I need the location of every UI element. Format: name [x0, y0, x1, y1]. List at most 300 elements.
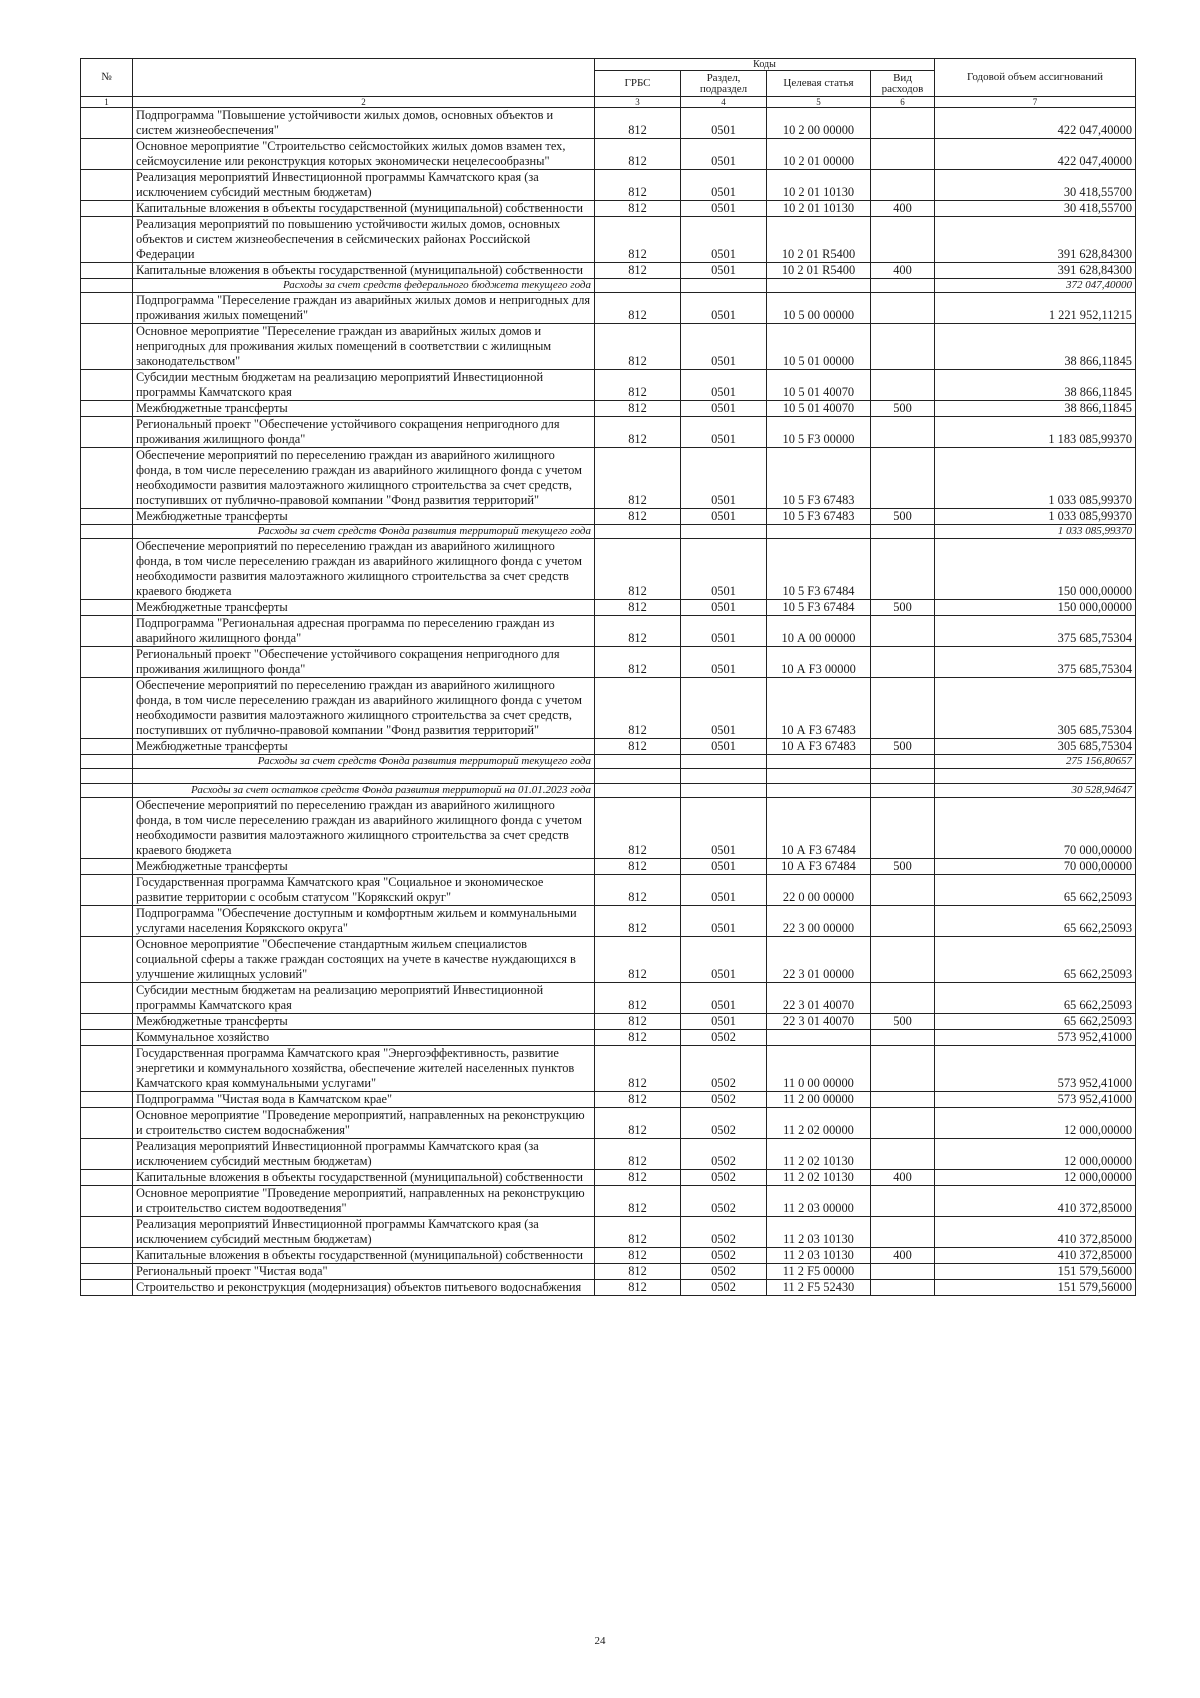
- cell-target: [767, 755, 871, 769]
- cell-section: 0501: [681, 739, 767, 755]
- row-number-cell: [81, 1186, 133, 1217]
- spacer-row: [81, 769, 1136, 784]
- cell-vr: [871, 539, 935, 600]
- cell-grbs: [595, 525, 681, 539]
- cell-vr: [871, 1108, 935, 1139]
- header-row-1: [81, 59, 1136, 71]
- cell-name: Обеспечение мероприятий по переселению граждан из аварийного жилищного фонда, в том числе переселению граждан из аварийного жилищного фонда с учетом необходимости развития малоэтажного жилищного строительства за счет средств краевого бюджета: [133, 798, 595, 859]
- cell-target: 11 2 F5 52430: [767, 1280, 871, 1296]
- cell-grbs: 812: [595, 417, 681, 448]
- cell-name: Региональный проект "Обеспечение устойчивого сокращения непригодного для проживания жилищного фонда": [133, 417, 595, 448]
- cell-target: 11 2 02 10130: [767, 1139, 871, 1170]
- cell-grbs: 812: [595, 937, 681, 983]
- cell-section: 0502: [681, 1030, 767, 1046]
- cell-amount: 305 685,75304: [935, 678, 1136, 739]
- cell-section: 0502: [681, 1139, 767, 1170]
- cell-vr: [871, 784, 935, 798]
- cell-amount: 30 418,55700: [935, 170, 1136, 201]
- cell-target: 10 5 00 00000: [767, 293, 871, 324]
- cell-name: Подпрограмма "Повышение устойчивости жилых домов, основных объектов и систем жизнеобеспечения": [133, 108, 595, 139]
- table-row: [81, 324, 1136, 370]
- row-number-cell: [81, 600, 133, 616]
- cell-name: Подпрограмма "Региональная адресная программа по переселению граждан из аварийного жилищного фонда": [133, 616, 595, 647]
- cell-amount: 573 952,41000: [935, 1030, 1136, 1046]
- row-number-cell: [81, 217, 133, 263]
- row-number-cell: [81, 616, 133, 647]
- cell-target: 11 2 03 10130: [767, 1248, 871, 1264]
- cell-target: 10 А F3 00000: [767, 647, 871, 678]
- budget-table: [80, 58, 1136, 1296]
- spacer-cell: [871, 769, 935, 784]
- cell-amount: 65 662,25093: [935, 906, 1136, 937]
- cell-name: Межбюджетные трансферты: [133, 401, 595, 417]
- cell-amount: 12 000,00000: [935, 1139, 1136, 1170]
- cell-grbs: 812: [595, 108, 681, 139]
- header-name: [133, 59, 595, 97]
- cell-section: 0501: [681, 906, 767, 937]
- table-row: [81, 1030, 1136, 1046]
- row-number-cell: [81, 1139, 133, 1170]
- cell-grbs: 812: [595, 983, 681, 1014]
- row-number-cell: [81, 875, 133, 906]
- cell-target: 11 2 03 10130: [767, 1217, 871, 1248]
- row-number-cell: [81, 798, 133, 859]
- cell-section: 0501: [681, 1014, 767, 1030]
- spacer-cell: [81, 769, 133, 784]
- cell-name: Основное мероприятие "Обеспечение стандартным жильем специалистов социальной сферы а также граждан состоящих на учете в качестве нуждающихся в улучшение жилищных условий": [133, 937, 595, 983]
- cell-grbs: 812: [595, 739, 681, 755]
- cell-vr: [871, 1264, 935, 1280]
- cell-target: 11 2 F5 00000: [767, 1264, 871, 1280]
- cell-target: 22 3 01 40070: [767, 1014, 871, 1030]
- cell-grbs: 812: [595, 616, 681, 647]
- cell-name: Реализация мероприятий Инвестиционной программы Камчатского края (за исключением субсидий местным бюджетам): [133, 1217, 595, 1248]
- cell-amount: 1 033 085,99370: [935, 525, 1136, 539]
- cell-name: Основное мероприятие "Проведение мероприятий, направленных на реконструкцию и строительство систем водоснабжения": [133, 1108, 595, 1139]
- cell-target: 10 5 F3 67483: [767, 448, 871, 509]
- cell-name: Реализация мероприятий Инвестиционной программы Камчатского края (за исключением субсидий местным бюджетам): [133, 1139, 595, 1170]
- cell-amount: 422 047,40000: [935, 139, 1136, 170]
- cell-amount: 151 579,56000: [935, 1264, 1136, 1280]
- cell-amount: 70 000,00000: [935, 798, 1136, 859]
- table-row: [81, 678, 1136, 739]
- cell-section: 0501: [681, 600, 767, 616]
- cell-amount: 70 000,00000: [935, 859, 1136, 875]
- table-row: [81, 539, 1136, 600]
- cell-target: 10 5 F3 67483: [767, 509, 871, 525]
- table-row: [81, 370, 1136, 401]
- spacer-cell: [595, 769, 681, 784]
- cell-target: 11 0 00 00000: [767, 1046, 871, 1092]
- cell-grbs: 812: [595, 539, 681, 600]
- cell-vr: [871, 1030, 935, 1046]
- cell-name: Субсидии местным бюджетам на реализацию мероприятий Инвестиционной программы Камчатского края: [133, 370, 595, 401]
- cell-name: Основное мероприятие "Строительство сейсмостойких жилых домов взамен тех, сейсмоусиление или реконструкция которых экономически нецелесообразны": [133, 139, 595, 170]
- cell-vr: 400: [871, 263, 935, 279]
- cell-vr: 500: [871, 401, 935, 417]
- cell-amount: 12 000,00000: [935, 1170, 1136, 1186]
- header-grbs: ГРБС: [595, 71, 681, 97]
- table-row: [81, 983, 1136, 1014]
- cell-vr: 500: [871, 509, 935, 525]
- col-num: 5: [767, 97, 871, 108]
- cell-target: 10 2 01 R5400: [767, 217, 871, 263]
- table-row: [81, 170, 1136, 201]
- cell-grbs: 812: [595, 293, 681, 324]
- cell-grbs: 812: [595, 201, 681, 217]
- cell-section: 0502: [681, 1108, 767, 1139]
- cell-amount: 38 866,11845: [935, 370, 1136, 401]
- table-row: [81, 1248, 1136, 1264]
- cell-amount: 30 528,94647: [935, 784, 1136, 798]
- cell-section: 0502: [681, 1046, 767, 1092]
- row-number-cell: [81, 755, 133, 769]
- col-num: 4: [681, 97, 767, 108]
- cell-section: 0502: [681, 1248, 767, 1264]
- cell-vr: [871, 983, 935, 1014]
- cell-target: 11 2 00 00000: [767, 1092, 871, 1108]
- cell-vr: [871, 1280, 935, 1296]
- table-row: [81, 139, 1136, 170]
- cell-section: 0501: [681, 937, 767, 983]
- cell-name: Подпрограмма "Переселение граждан из аварийных жилых домов и непригодных для проживания жилых помещений": [133, 293, 595, 324]
- cell-section: 0501: [681, 201, 767, 217]
- row-number-cell: [81, 324, 133, 370]
- cell-name: Основное мероприятие "Переселение граждан из аварийных жилых домов и непригодных для проживания жилых помещений в соответствии с жилищным законодательством": [133, 324, 595, 370]
- note-row: [81, 279, 1136, 293]
- cell-target: 11 2 02 00000: [767, 1108, 871, 1139]
- cell-section: 0501: [681, 798, 767, 859]
- cell-section: 0502: [681, 1217, 767, 1248]
- row-number-cell: [81, 108, 133, 139]
- table-row: [81, 263, 1136, 279]
- table-row: [81, 201, 1136, 217]
- cell-amount: 38 866,11845: [935, 324, 1136, 370]
- cell-name: Капитальные вложения в объекты государственной (муниципальной) собственности: [133, 1170, 595, 1186]
- cell-grbs: 812: [595, 139, 681, 170]
- spacer-cell: [767, 769, 871, 784]
- cell-section: 0501: [681, 108, 767, 139]
- cell-name: Межбюджетные трансферты: [133, 739, 595, 755]
- col-num: 6: [871, 97, 935, 108]
- cell-name: Межбюджетные трансферты: [133, 859, 595, 875]
- table-row: [81, 108, 1136, 139]
- cell-section: 0501: [681, 983, 767, 1014]
- row-number-cell: [81, 1217, 133, 1248]
- table-row: [81, 1186, 1136, 1217]
- cell-vr: [871, 293, 935, 324]
- cell-grbs: 812: [595, 1264, 681, 1280]
- cell-target: 10 5 F3 00000: [767, 417, 871, 448]
- cell-name: Подпрограмма "Обеспечение доступным и комфортным жильем и коммунальными услугами населения Корякского округа": [133, 906, 595, 937]
- cell-grbs: 812: [595, 1014, 681, 1030]
- cell-section: 0501: [681, 616, 767, 647]
- cell-vr: [871, 616, 935, 647]
- row-number-cell: [81, 647, 133, 678]
- cell-grbs: 812: [595, 647, 681, 678]
- row-number-cell: [81, 983, 133, 1014]
- cell-amount: 573 952,41000: [935, 1092, 1136, 1108]
- row-number-cell: [81, 170, 133, 201]
- cell-target: [767, 784, 871, 798]
- cell-name: Межбюджетные трансферты: [133, 600, 595, 616]
- cell-amount: 410 372,85000: [935, 1186, 1136, 1217]
- cell-grbs: 812: [595, 875, 681, 906]
- cell-section: [681, 784, 767, 798]
- cell-grbs: [595, 279, 681, 293]
- cell-amount: 151 579,56000: [935, 1280, 1136, 1296]
- cell-grbs: 812: [595, 1248, 681, 1264]
- cell-section: 0501: [681, 678, 767, 739]
- cell-grbs: 812: [595, 448, 681, 509]
- cell-vr: [871, 1092, 935, 1108]
- cell-target: 10 5 F3 67484: [767, 539, 871, 600]
- cell-name: Государственная программа Камчатского края "Социальное и экономическое развитие территории с особым статусом "Корякский округ": [133, 875, 595, 906]
- table-row: [81, 417, 1136, 448]
- cell-amount: 410 372,85000: [935, 1248, 1136, 1264]
- cell-vr: [871, 448, 935, 509]
- cell-amount: 12 000,00000: [935, 1108, 1136, 1139]
- cell-amount: 275 156,80657: [935, 755, 1136, 769]
- cell-target: 10 5 01 00000: [767, 324, 871, 370]
- cell-grbs: 812: [595, 1217, 681, 1248]
- cell-vr: [871, 937, 935, 983]
- cell-target: 10 2 01 10130: [767, 170, 871, 201]
- table-row: [81, 1264, 1136, 1280]
- cell-amount: 305 685,75304: [935, 739, 1136, 755]
- cell-name: Расходы за счет средств Фонда развития территорий текущего года: [133, 525, 595, 539]
- cell-name: Строительство и реконструкция (модернизация) объектов питьевого водоснабжения: [133, 1280, 595, 1296]
- cell-name: Расходы за счет средств Фонда развития территорий текущего года: [133, 755, 595, 769]
- cell-section: 0502: [681, 1280, 767, 1296]
- cell-target: 10 А F3 67484: [767, 859, 871, 875]
- table-row: [81, 401, 1136, 417]
- cell-grbs: 812: [595, 263, 681, 279]
- cell-grbs: 812: [595, 401, 681, 417]
- cell-target: 22 3 00 00000: [767, 906, 871, 937]
- table-row: [81, 293, 1136, 324]
- cell-name: Расходы за счет средств федерального бюджета текущего года: [133, 279, 595, 293]
- cell-grbs: 812: [595, 1030, 681, 1046]
- cell-vr: 500: [871, 859, 935, 875]
- cell-vr: [871, 647, 935, 678]
- cell-grbs: 812: [595, 859, 681, 875]
- cell-amount: 1 033 085,99370: [935, 448, 1136, 509]
- cell-amount: 150 000,00000: [935, 600, 1136, 616]
- table-row: [81, 1280, 1136, 1296]
- row-number-cell: [81, 139, 133, 170]
- cell-section: 0501: [681, 875, 767, 906]
- cell-name: Подпрограмма "Чистая вода в Камчатском крае": [133, 1092, 595, 1108]
- cell-grbs: 812: [595, 1092, 681, 1108]
- table-row: [81, 616, 1136, 647]
- cell-name: Капитальные вложения в объекты государственной (муниципальной) собственности: [133, 201, 595, 217]
- table-row: [81, 509, 1136, 525]
- cell-name: Реализация мероприятий по повышению устойчивости жилых домов, основных объектов и систем жизнеобеспечения в сейсмических районах Российской Федерации: [133, 217, 595, 263]
- col-num: 1: [81, 97, 133, 108]
- row-number-cell: [81, 293, 133, 324]
- row-number-cell: [81, 1170, 133, 1186]
- row-number-cell: [81, 1264, 133, 1280]
- row-number-cell: [81, 937, 133, 983]
- header-expense-type: Вид расходов: [871, 71, 935, 97]
- cell-section: 0502: [681, 1264, 767, 1280]
- cell-amount: 65 662,25093: [935, 875, 1136, 906]
- table-row: [81, 1139, 1136, 1170]
- cell-name: Региональный проект "Чистая вода": [133, 1264, 595, 1280]
- cell-vr: [871, 678, 935, 739]
- cell-vr: 400: [871, 201, 935, 217]
- cell-section: 0502: [681, 1092, 767, 1108]
- cell-target: 22 3 01 40070: [767, 983, 871, 1014]
- cell-section: 0501: [681, 293, 767, 324]
- spacer-cell: [681, 769, 767, 784]
- cell-name: Расходы за счет остатков средств Фонда развития территорий на 01.01.2023 года: [133, 784, 595, 798]
- cell-amount: 372 047,40000: [935, 279, 1136, 293]
- page-number: 24: [594, 1635, 606, 1647]
- cell-grbs: 812: [595, 370, 681, 401]
- cell-grbs: 812: [595, 798, 681, 859]
- table-body: [81, 108, 1136, 1296]
- cell-vr: [871, 370, 935, 401]
- cell-amount: 38 866,11845: [935, 401, 1136, 417]
- table-row: [81, 1217, 1136, 1248]
- cell-target: 10 А F3 67483: [767, 678, 871, 739]
- table-row: [81, 739, 1136, 755]
- cell-name: Региональный проект "Обеспечение устойчивого сокращения непригодного для проживания жилищного фонда": [133, 647, 595, 678]
- cell-name: Межбюджетные трансферты: [133, 1014, 595, 1030]
- cell-section: 0501: [681, 448, 767, 509]
- cell-section: 0501: [681, 263, 767, 279]
- cell-section: 0501: [681, 417, 767, 448]
- cell-vr: [871, 170, 935, 201]
- cell-vr: [871, 417, 935, 448]
- header-target: Целевая статья: [767, 71, 871, 97]
- cell-vr: 500: [871, 600, 935, 616]
- cell-section: 0501: [681, 170, 767, 201]
- cell-vr: [871, 755, 935, 769]
- cell-section: 0502: [681, 1186, 767, 1217]
- cell-amount: 391 628,84300: [935, 263, 1136, 279]
- table-row: [81, 798, 1136, 859]
- col-num: 3: [595, 97, 681, 108]
- cell-amount: 65 662,25093: [935, 937, 1136, 983]
- cell-section: 0501: [681, 859, 767, 875]
- cell-section: [681, 525, 767, 539]
- cell-target: 22 0 00 00000: [767, 875, 871, 906]
- row-number-cell: [81, 279, 133, 293]
- cell-section: 0501: [681, 647, 767, 678]
- cell-target: 10 2 01 00000: [767, 139, 871, 170]
- cell-section: 0501: [681, 401, 767, 417]
- cell-target: 22 3 01 00000: [767, 937, 871, 983]
- table-row: [81, 600, 1136, 616]
- row-number-cell: [81, 1046, 133, 1092]
- header-column-numbers: [81, 97, 1136, 108]
- spacer-cell: [133, 769, 595, 784]
- cell-name: Капитальные вложения в объекты государственной (муниципальной) собственности: [133, 1248, 595, 1264]
- cell-grbs: 812: [595, 678, 681, 739]
- cell-name: Межбюджетные трансферты: [133, 509, 595, 525]
- row-number-cell: [81, 1092, 133, 1108]
- cell-vr: 500: [871, 739, 935, 755]
- cell-grbs: 812: [595, 1170, 681, 1186]
- table-row: [81, 1170, 1136, 1186]
- cell-section: 0501: [681, 509, 767, 525]
- cell-grbs: 812: [595, 1139, 681, 1170]
- cell-amount: 410 372,85000: [935, 1217, 1136, 1248]
- row-number-cell: [81, 859, 133, 875]
- cell-vr: [871, 875, 935, 906]
- cell-section: 0501: [681, 217, 767, 263]
- cell-amount: 150 000,00000: [935, 539, 1136, 600]
- cell-grbs: [595, 755, 681, 769]
- cell-vr: [871, 798, 935, 859]
- cell-name: Субсидии местным бюджетам на реализацию мероприятий Инвестиционной программы Камчатского края: [133, 983, 595, 1014]
- cell-section: 0501: [681, 370, 767, 401]
- cell-target: 10 А F3 67483: [767, 739, 871, 755]
- cell-vr: [871, 1046, 935, 1092]
- cell-vr: [871, 1186, 935, 1217]
- row-number-cell: [81, 1030, 133, 1046]
- table-row: [81, 906, 1136, 937]
- row-number-cell: [81, 1014, 133, 1030]
- header-no: №: [81, 59, 133, 97]
- cell-section: 0502: [681, 1170, 767, 1186]
- cell-vr: [871, 1217, 935, 1248]
- note-row: [81, 525, 1136, 539]
- row-number-cell: [81, 784, 133, 798]
- table-row: [81, 217, 1136, 263]
- cell-amount: 1 221 952,11215: [935, 293, 1136, 324]
- cell-section: [681, 755, 767, 769]
- cell-target: 11 2 03 00000: [767, 1186, 871, 1217]
- cell-vr: 400: [871, 1170, 935, 1186]
- cell-vr: 400: [871, 1248, 935, 1264]
- row-number-cell: [81, 370, 133, 401]
- cell-name: Обеспечение мероприятий по переселению граждан из аварийного жилищного фонда, в том числе переселению граждан из аварийного жилищного фонда с учетом необходимости развития малоэтажного жилищного строительства за счет средств краевого бюджета: [133, 539, 595, 600]
- table-row: [81, 859, 1136, 875]
- cell-grbs: 812: [595, 170, 681, 201]
- cell-amount: 1 183 085,99370: [935, 417, 1136, 448]
- col-num: 7: [935, 97, 1136, 108]
- row-number-cell: [81, 263, 133, 279]
- cell-target: [767, 279, 871, 293]
- row-number-cell: [81, 1108, 133, 1139]
- table-row: [81, 937, 1136, 983]
- cell-name: Реализация мероприятий Инвестиционной программы Камчатского края (за исключением субсидий местным бюджетам): [133, 170, 595, 201]
- row-number-cell: [81, 525, 133, 539]
- cell-section: 0501: [681, 539, 767, 600]
- cell-amount: 1 033 085,99370: [935, 509, 1136, 525]
- cell-name: Капитальные вложения в объекты государственной (муниципальной) собственности: [133, 263, 595, 279]
- cell-target: 11 2 02 10130: [767, 1170, 871, 1186]
- cell-grbs: 812: [595, 906, 681, 937]
- cell-amount: 422 047,40000: [935, 108, 1136, 139]
- cell-grbs: 812: [595, 509, 681, 525]
- cell-amount: 65 662,25093: [935, 983, 1136, 1014]
- cell-grbs: 812: [595, 324, 681, 370]
- cell-grbs: 812: [595, 600, 681, 616]
- row-number-cell: [81, 1280, 133, 1296]
- cell-amount: 375 685,75304: [935, 647, 1136, 678]
- cell-vr: [871, 525, 935, 539]
- cell-name: Государственная программа Камчатского края "Энергоэффективность, развитие энергетики и коммунального хозяйства, обеспечение жителей населенных пунктов Камчатского края коммунальными услугами": [133, 1046, 595, 1092]
- cell-target: [767, 1030, 871, 1046]
- cell-target: 10 2 01 10130: [767, 201, 871, 217]
- table-row: [81, 448, 1136, 509]
- cell-amount: 573 952,41000: [935, 1046, 1136, 1092]
